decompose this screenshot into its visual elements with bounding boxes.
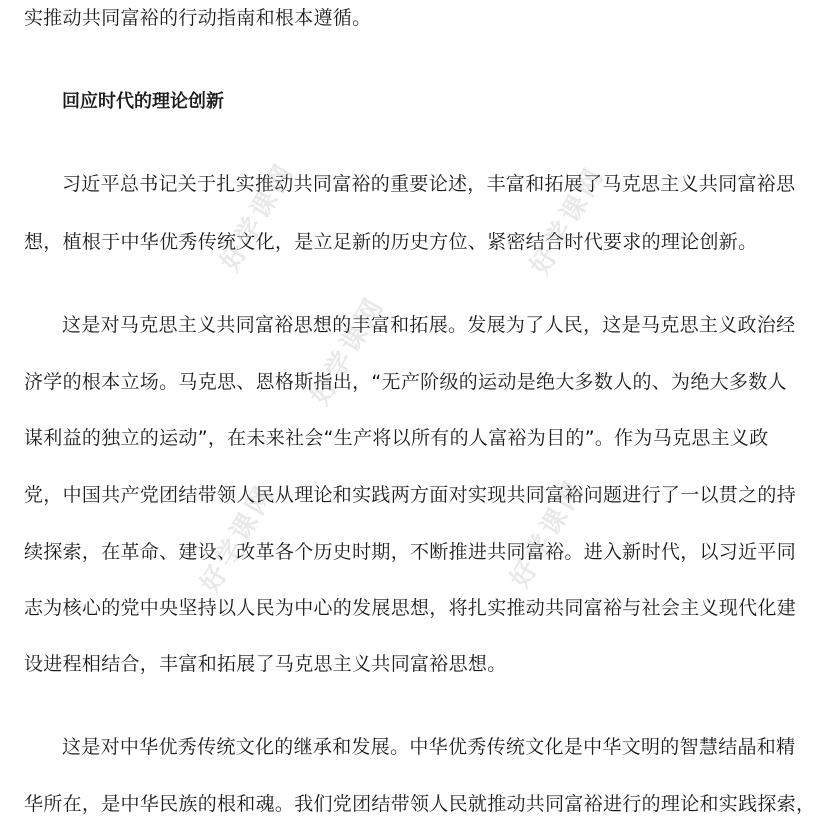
paragraph-line: 党，中国共产党团结带领人民从理论和实践两方面对实现共同富裕问题进行了一以贯之的持 [24,484,797,506]
watermark: 好学课网 [215,157,302,276]
watermark: 好学课网 [525,161,612,280]
paragraph-line: 志为核心的党中央坚持以人民为中心的发展思想，将扎实推动共同富裕与社会主义现代化建 [24,597,797,619]
section-heading: 回应时代的理论创新 [62,91,224,112]
paragraph-line: 济学的根本立场。马克思、恩格斯指出，“无产阶级的运动是绝大多数人的、为绝大多数人 [24,371,787,393]
paragraph-line: 这是对马克思主义共同富裕思想的丰富和拓展。发展为了人民，这是马克思主义政治经 [62,314,796,336]
watermark: 好学课网 [505,474,592,593]
paragraph-line: 续探索，在革命、建设、改革各个历史时期，不断推进共同富裕。进入新时代，以习近平同 [24,541,797,563]
paragraph-line: 谋利益的独立的运动”，在未来社会“生产将以所有的人富裕为目的”。作为马克思主义政 [24,427,769,449]
paragraph-line: 实推动共同富裕的行动指南和根本遵循。 [24,7,372,29]
paragraph-line: 华所在，是中华民族的根和魂。我们党团结带领人民就推动共同富裕进行的理论和实践探索， [24,793,815,815]
watermark: 好学课网 [305,291,392,410]
paragraph-line: 这是对中华优秀传统文化的继承和发展。中华优秀传统文化是中华文明的智慧结晶和精 [62,736,796,758]
paragraph-line: 习近平总书记关于扎实推动共同富裕的重要论述，丰富和拓展了马克思主义共同富裕思 [62,173,796,195]
watermark: 好学课网 [195,479,282,598]
paragraph-line: 设进程相结合，丰富和拓展了马克思主义共同富裕思想。 [24,653,507,675]
paragraph-line: 想，植根于中华优秀传统文化，是立足新的历史方位、紧密结合时代要求的理论创新。 [24,231,758,253]
